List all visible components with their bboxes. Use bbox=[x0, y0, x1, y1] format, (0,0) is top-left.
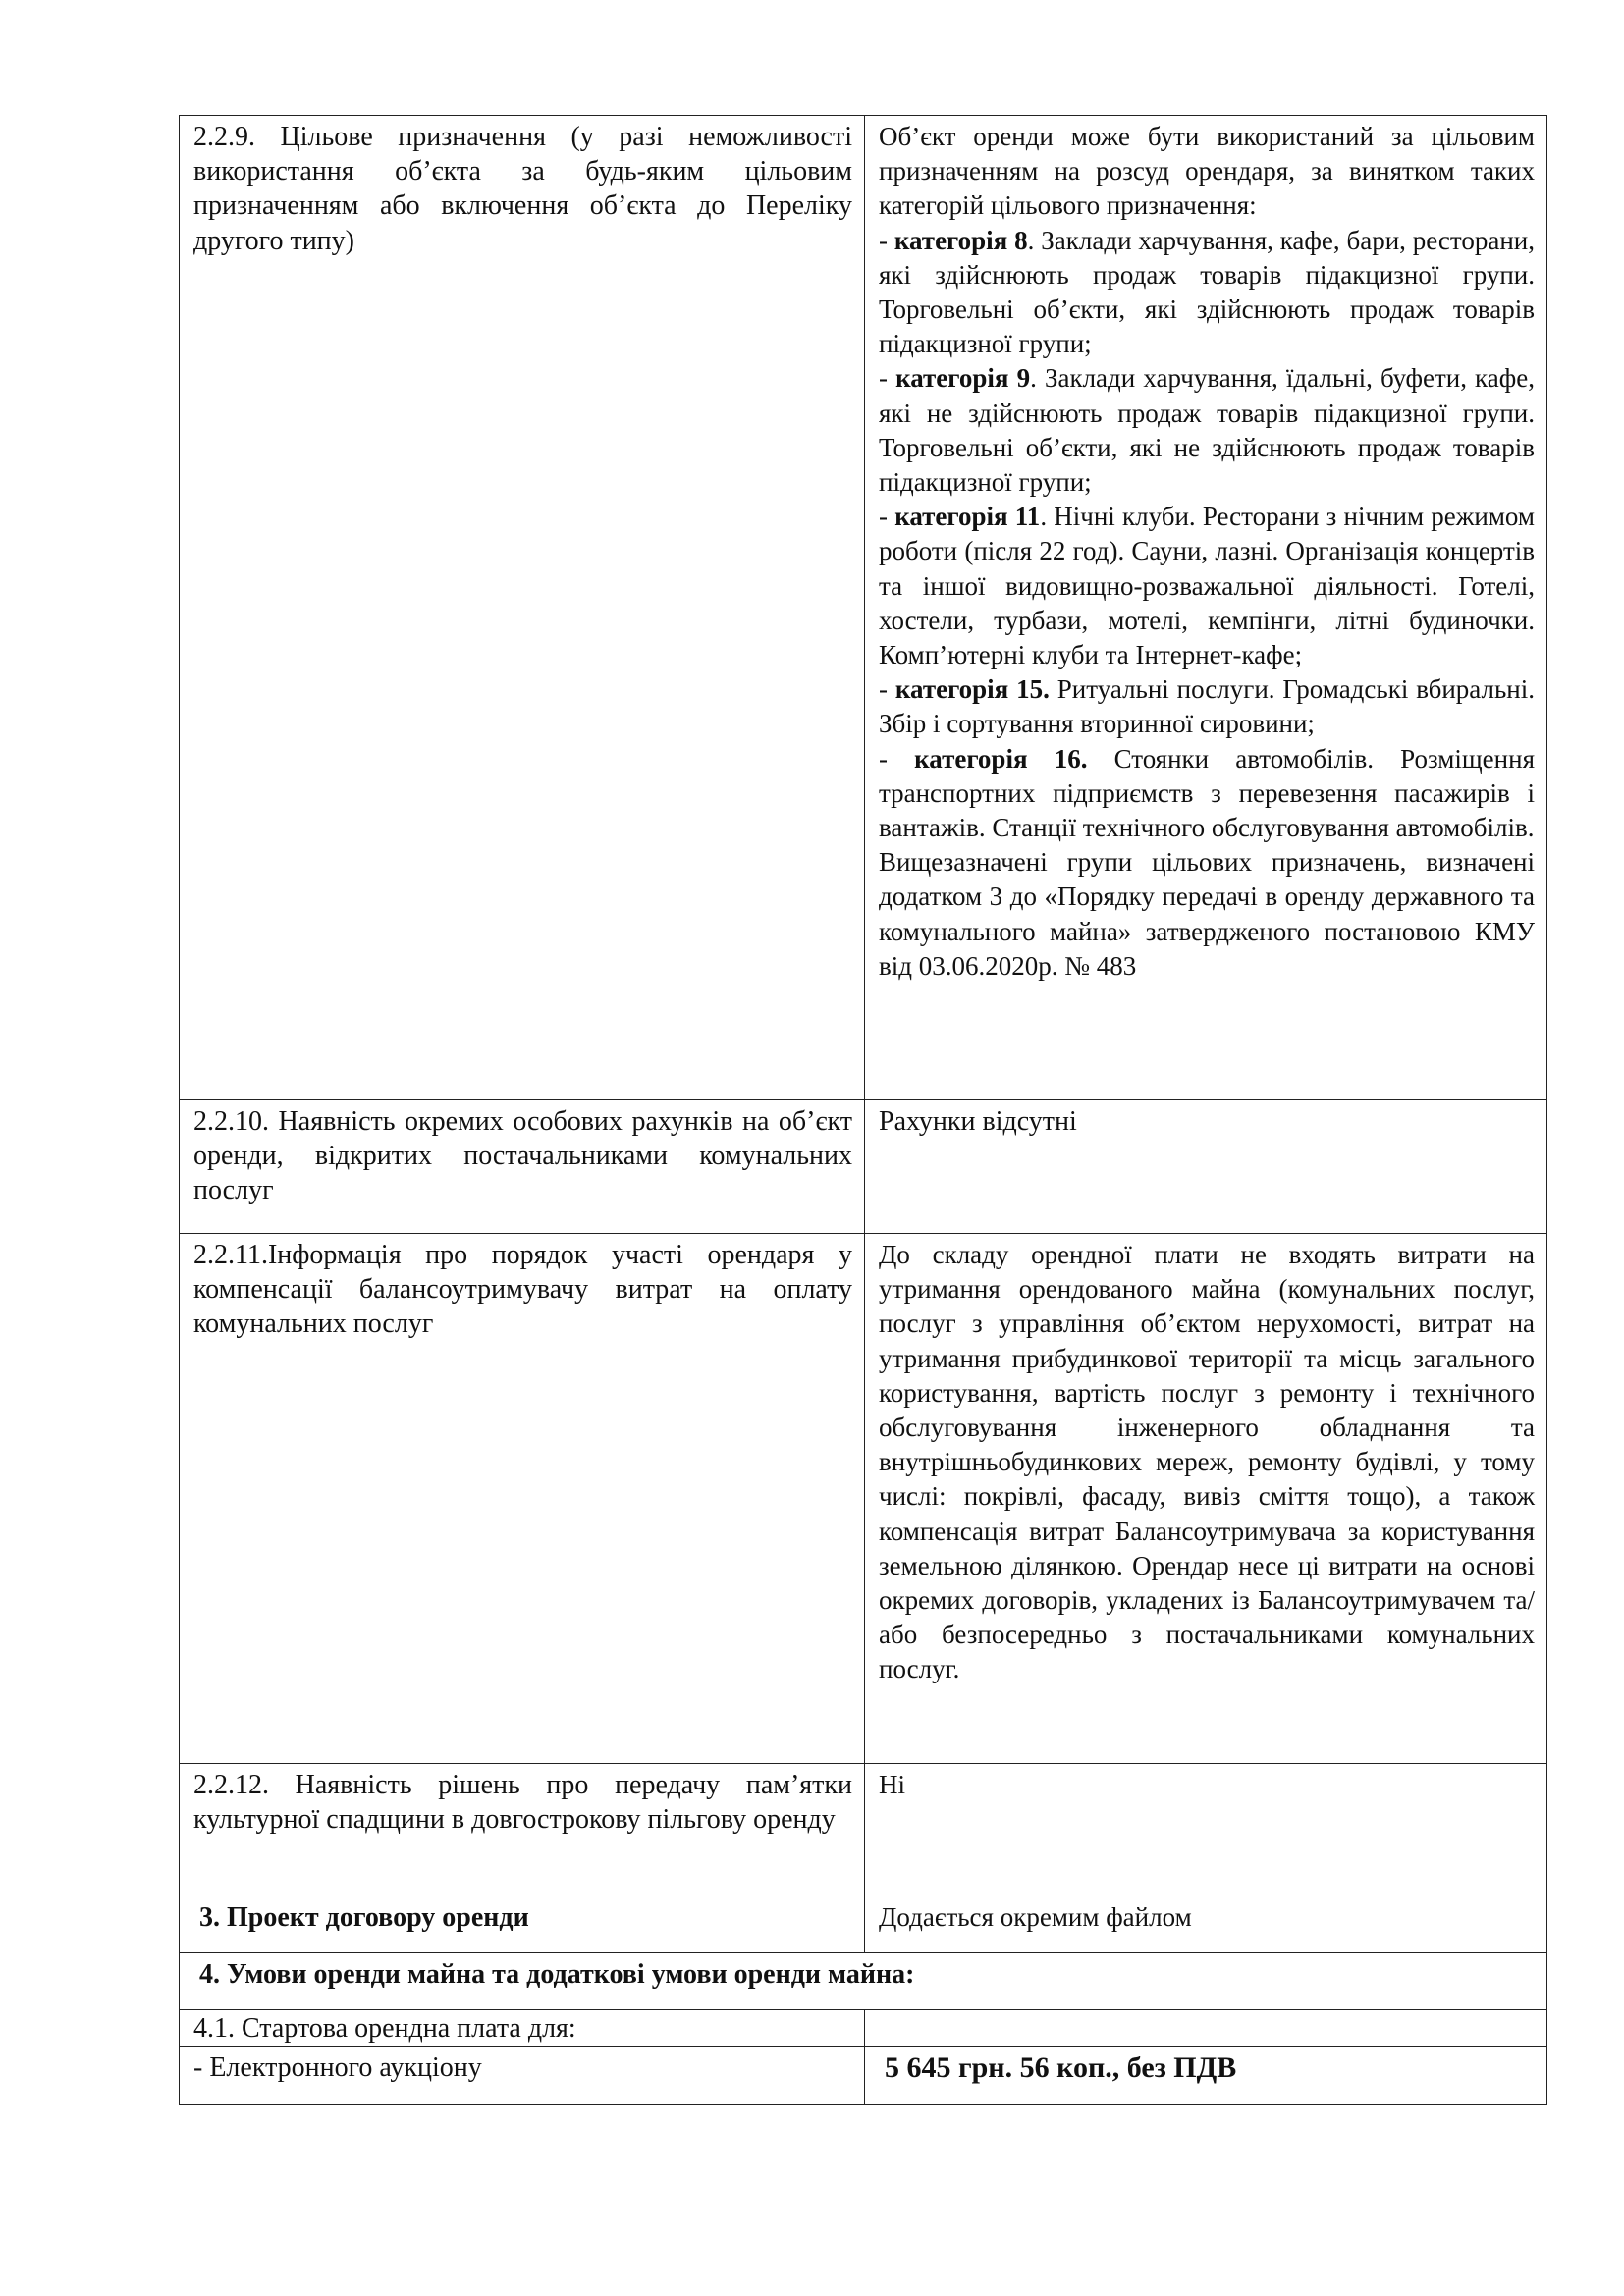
row-2-2-10 bbox=[180, 1100, 1547, 1234]
row-4-1 bbox=[180, 2010, 1547, 2047]
category-item: - категорія 16. Стоянки автомобілів. Розміщення транспортних підприємств з перевезення пасажирів і вантажів. Станції технічного обслуговування автомобілів. bbox=[879, 743, 1535, 843]
category-item: - категорія 9. Заклади харчування, їдальні, буфети, кафе, які не здійснюють продаж товарів підакцизної групи. Торговельні об’єкти, які не здійснюють продаж товарів підакцизної групи; bbox=[879, 363, 1535, 498]
category-item: - категорія 8. Заклади харчування, кафе, бари, ресторани, які здійснюють продаж товарів підакцизної групи. Торговельні об’єкти, які здійснюють продаж товарів підакцизної групи; bbox=[879, 225, 1535, 359]
category-item: - категорія 15. Ритуальні послуги. Громадські вбиральні. Збір і сортування вторинної сировини; bbox=[879, 674, 1535, 739]
row-2-2-12 bbox=[180, 1764, 1547, 1896]
label-2-2-9: 2.2.9. Цільове призначення (у разі неможливості використання об’єкта за будь-яким цільовим призначенням або включення об’єкта до Переліку другого типу) bbox=[180, 116, 865, 1100]
section-4-title: 4. Умови оренди майна та додаткові умови оренди майна: bbox=[180, 1953, 1547, 2010]
row-section-4 bbox=[180, 1953, 1547, 2010]
value-2-2-11: До складу орендної плати не входять витрати на утримання орендованого майна (комунальних послуг, послуг з управління об’єктом нерухомості, витрат на утримання прибудинкової території та місць загального користування, вартість послуг з ремонту і технічного обслуговування інженерного обладнання та внутрішньобудинкових мереж, ремонту будівлі, у тому числі: покрівлі, фасаду, вивіз сміття тощо), а також компенсація витрат Балансоутримувача за користування земельною ділянкою. Орендар несе ці витрати на основі окремих договорів, укладених із Балансоутримувачем та/або безпосередньо з постачальниками комунальних послуг. bbox=[865, 1234, 1547, 1764]
category-label: категорія 16. bbox=[914, 743, 1088, 774]
label-4-2: - Електронного аукціону bbox=[180, 2047, 865, 2105]
category-label: категорія 9 bbox=[895, 363, 1031, 394]
row-2-2-11 bbox=[180, 1234, 1547, 1764]
value-section-3: Додається окремим файлом bbox=[865, 1896, 1547, 1953]
starting-rent-value: 5 645 грн. 56 коп., без ПДВ bbox=[865, 2047, 1547, 2105]
purpose-outro: Вищезазначені групи цільових призначень, визначені додатком 3 до «Порядку передачі в оренду державного та комунального майна» затвердженого постановою КМУ від 03.06.2020р. № 483 bbox=[879, 847, 1535, 981]
label-2-2-10: 2.2.10. Наявність окремих особових рахунків на об’єкт оренди, відкритих постачальниками комунальних послуг bbox=[180, 1100, 865, 1234]
category-label: категорія 15. bbox=[894, 674, 1050, 705]
label-2-2-11: 2.2.11.Інформація про порядок участі орендаря у компенсації балансоутримувачу витрат на оплату комунальних послуг bbox=[180, 1234, 865, 1764]
value-2-2-10: Рахунки відсутні bbox=[865, 1100, 1547, 1234]
category-item: - категорія 11. Нічні клуби. Ресторани з нічним режимом роботи (після 22 год). Сауни, лазні. Організація концертів та іншої видовищно-розважальної діяльності. Готелі, хостели, турбази, мотелі, кемпінги, літні будиночки. Комп’ютерні клуби та Інтернет-кафе; bbox=[879, 502, 1535, 670]
category-label: категорія 8 bbox=[893, 225, 1028, 255]
row-4-2 bbox=[180, 2047, 1547, 2105]
label-2-2-12: 2.2.12. Наявність рішень про передачу пам’ятки культурної спадщини в довгострокову пільгову оренду bbox=[180, 1764, 865, 1896]
row-section-3 bbox=[180, 1896, 1547, 1953]
label-4-1: 4.1. Стартова орендна плата для: bbox=[180, 2010, 865, 2047]
row-2-2-9 bbox=[180, 116, 1547, 1100]
purpose-cell bbox=[865, 116, 1547, 1100]
section-3-title: 3. Проект договору оренди bbox=[180, 1896, 865, 1953]
value-4-1 bbox=[865, 2010, 1547, 2047]
document-table bbox=[179, 115, 1547, 2105]
purpose-intro: Об’єкт оренди може бути використаний за цільовим призначенням на розсуд орендаря, за винятком таких категорій цільового призначення: bbox=[879, 122, 1535, 221]
category-label: категорія 11 bbox=[894, 502, 1041, 532]
value-2-2-12: Ні bbox=[865, 1764, 1547, 1896]
